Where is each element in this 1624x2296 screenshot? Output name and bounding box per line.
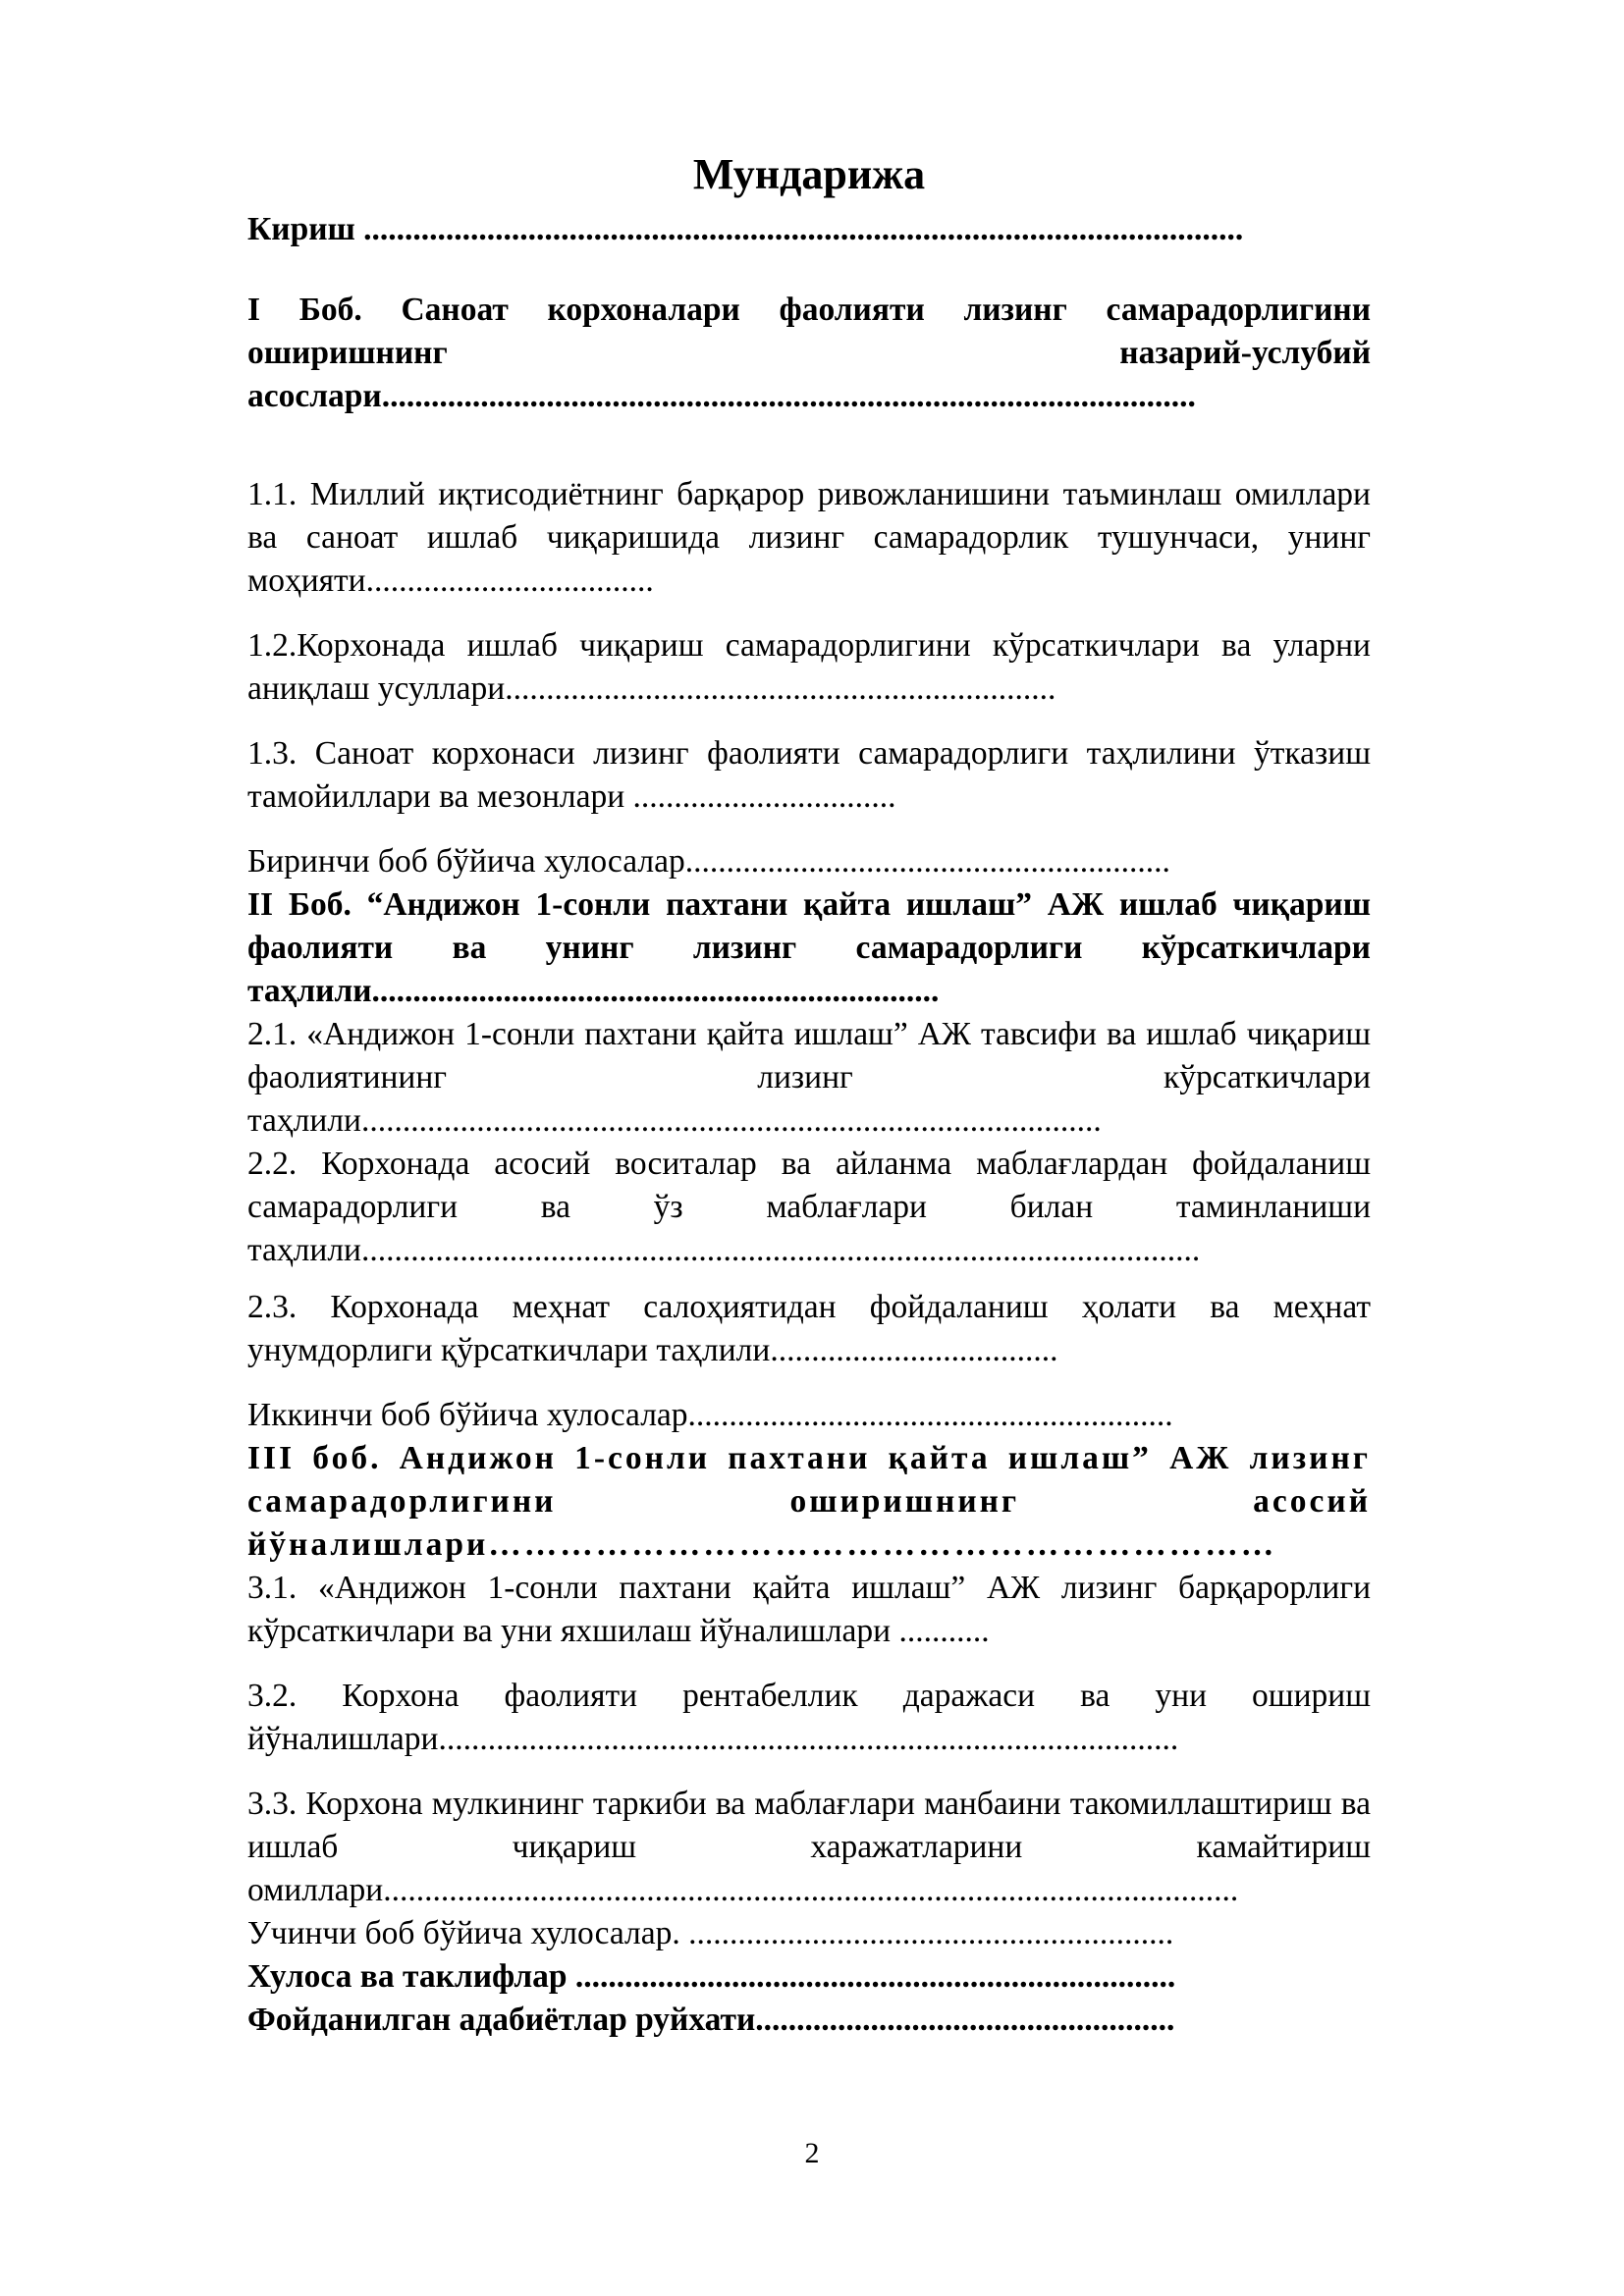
toc-entry-chapter-2-conclusions: Иккинчи боб бўйича хулосалар........................................................... bbox=[247, 1397, 1173, 1433]
toc-entry-section-3-2: 3.2. Корхона фаолияти рентабеллик даражаси ва уни ошириш йўналишлари.......................................................................................... bbox=[247, 1678, 1371, 1757]
table-of-contents bbox=[247, 147, 1371, 2042]
toc-entry-conclusions-and-proposals: Хулоса ва таклифлар ......................................................................... bbox=[247, 1958, 1176, 1995]
toc-entry-section-2-2: 2.2. Корхонада асосий воситалар ва айланма маблағлардан фойдаланиш самарадорлиги ва ўз маблағлари билан таминланиши таҳлили...................................................................................................... bbox=[247, 1146, 1371, 1268]
toc-entry-section-2-3: 2.3. Корхонада меҳнат салоҳиятидан фойдаланиш ҳолати ва меҳнат унумдорлиги қўрсаткичлари таҳлили................................... bbox=[247, 1289, 1371, 1368]
page-number: 2 bbox=[804, 2137, 820, 2169]
toc-entry-section-1-2: 1.2.Корхонада ишлаб чиқариш самарадорлигини кўрсаткичлари ва уларни аниқлаш усуллари................................................................... bbox=[247, 627, 1371, 707]
toc-entry-chapter-1-conclusions: Биринчи боб бўйича хулосалар........................................................... bbox=[247, 843, 1170, 880]
toc-entry-chapter-3-conclusions: Учинчи боб бўйича хулосалар. ........................................................... bbox=[247, 1915, 1174, 1951]
toc-entry-introduction: Кириш ........................................................................................................... bbox=[247, 211, 1244, 247]
page-title: Мундарижа bbox=[692, 150, 926, 198]
toc-entry-chapter-3: III боб. Андижон 1-сонли пахтани қайта ишлаш” АЖ лизинг самарадорлигини оширишнинг асосий йўналишлари………………………………………………………… bbox=[247, 1440, 1371, 1563]
toc-entry-section-3-1: 3.1. «Андижон 1-сонли пахтани қайта ишлаш” АЖ лизинг барқарорлиги кўрсаткичлари ва уни яхшилаш йўналишлари ........... bbox=[247, 1570, 1371, 1649]
toc-entry-section-3-3: 3.3. Корхона мулкининг таркиби ва маблағлари манбаини такомиллаштириш ва ишлаб чиқариш харажатларини камайтириш омиллари........................................................................................................ bbox=[247, 1786, 1371, 1908]
toc-entry-section-2-1: 2.1. «Андижон 1-сонли пахтани қайта ишлаш” АЖ тавсифи ва ишлаб чиқариш фаолиятининг лизинг кўрсаткичлари таҳлили.......................................................................................... bbox=[247, 1016, 1371, 1139]
toc-entry-chapter-1: I Боб. Саноат корхоналари фаолияти лизинг самарадорлигини оширишнинг назарий-услубий асослари................................................................................................... bbox=[247, 292, 1371, 414]
toc-entry-chapter-2: II Боб. “Андижон 1-сонли пахтани қайта ишлаш” АЖ ишлаб чиқариш фаолияти ва унинг лизинг самарадорлиги кўрсаткичлари таҳлили..................................................................... bbox=[247, 886, 1371, 1009]
toc-entry-section-1-1: 1.1. Миллий иқтисодиётнинг барқарор ривожланишини таъминлаш омиллари ва саноат ишлаб чиқаришида лизинг самарадорлик тушунчаси, унинг моҳияти................................... bbox=[247, 476, 1371, 599]
toc-entry-references: Фойданилган адабиётлар руйхати................................................... bbox=[247, 2002, 1175, 2038]
toc-entry-section-1-3: 1.3. Саноат корхонаси лизинг фаолияти самарадорлиги таҳлилини ўтказиш тамойиллари ва мезонлари ................................ bbox=[247, 735, 1371, 815]
